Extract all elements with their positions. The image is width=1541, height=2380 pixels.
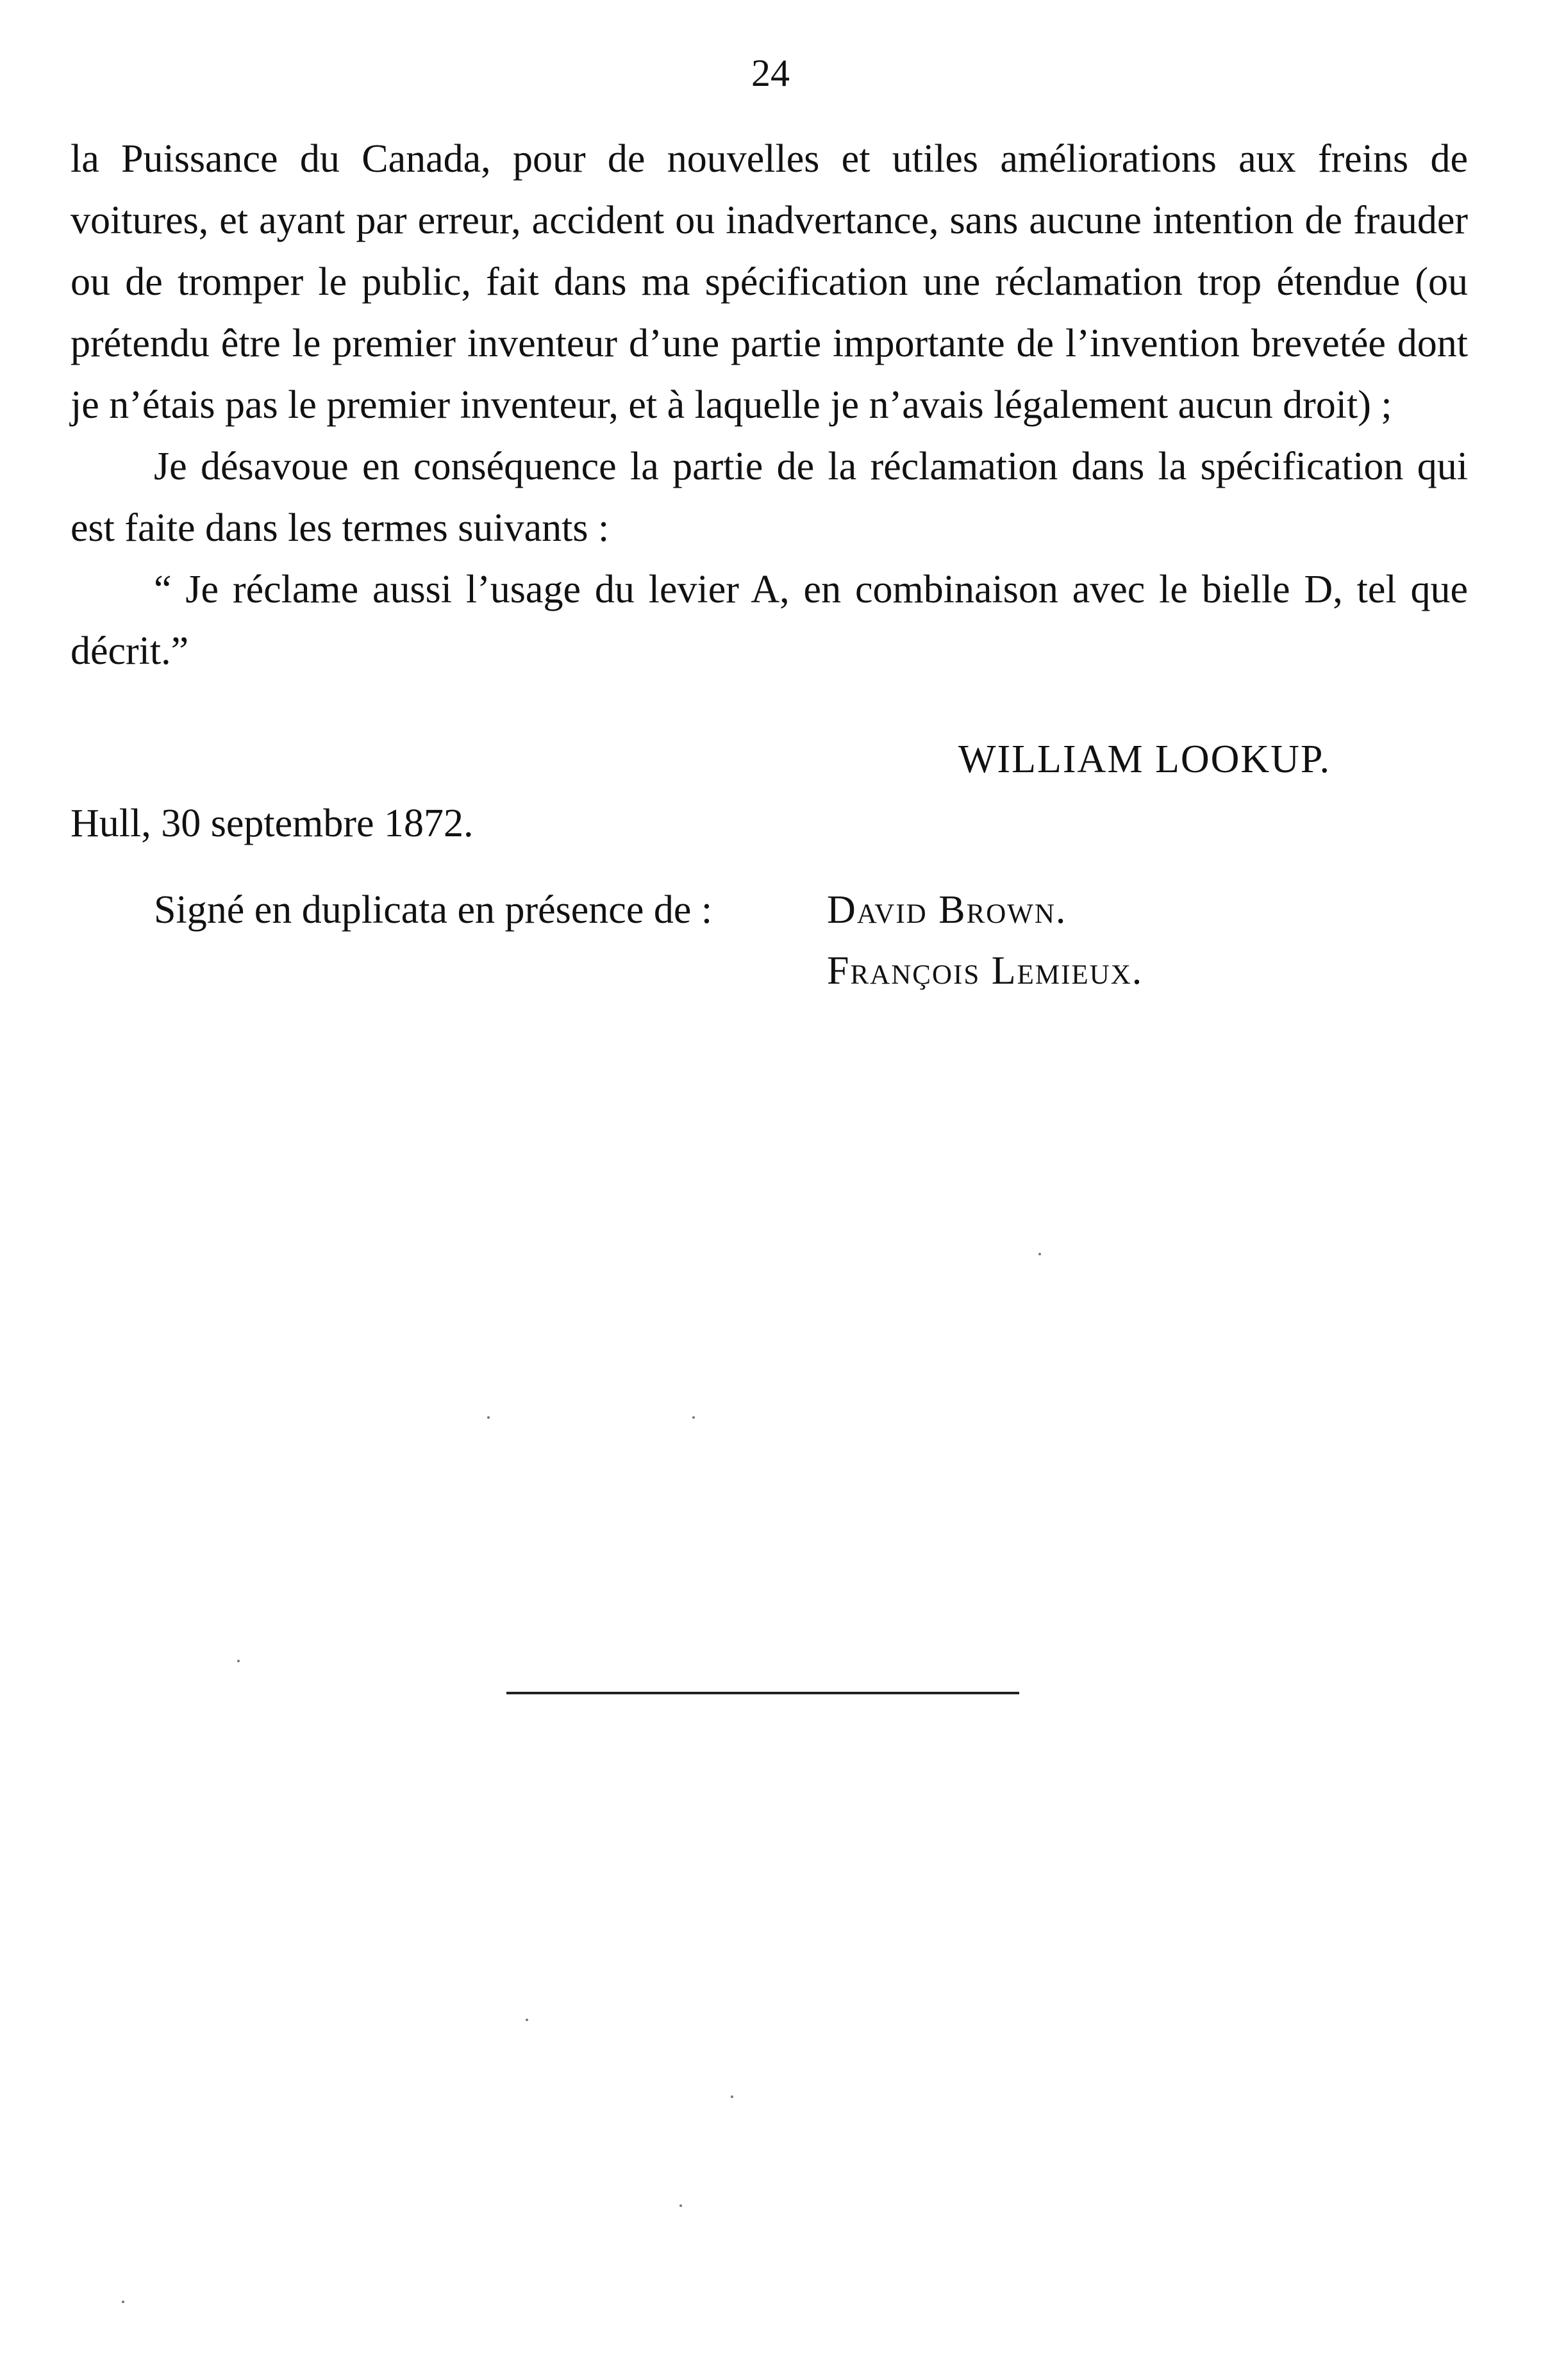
- page-number: 24: [751, 52, 790, 94]
- witness-name: François Lemieux.: [827, 949, 1144, 993]
- document-body: [71, 128, 1468, 682]
- paper-speck: [692, 1416, 695, 1419]
- paragraph-quoted-claim: “ Je réclame aussi l’usage du levier A, en combinaison avec le bielle D, tel que décrit.”: [71, 568, 1468, 673]
- paragraph-continuation: la Puissance du Canada, pour de nouvelles et utiles améliorations aux freins de voitures, et ayant par erreur, accident ou inadvertance, sans aucune intention de frauder ou de tromper le public, fait dans ma spécification une réclamation trop étendue (ou prétendu être le premier inventeur d’une partie importante de l’invention brevetée dont je n’étais pas le premier inventeur, et à laquelle je n’avais légalement aucun droit) ;: [71, 137, 1468, 427]
- witness-label: Signé en duplicata en présence de :: [154, 888, 713, 932]
- paper-speck: [487, 1416, 490, 1419]
- paper-speck: [1038, 1253, 1041, 1255]
- paper-speck: [526, 2019, 528, 2021]
- horizontal-rule: [506, 1692, 1019, 1694]
- signature-name: WILLIAM LOOKUP.: [958, 738, 1331, 781]
- paper-speck: [237, 1660, 240, 1662]
- place-and-date: Hull, 30 septembre 1872.: [71, 802, 474, 845]
- paper-speck: [731, 2095, 733, 2098]
- witness-name: David Brown.: [827, 888, 1067, 932]
- paper-speck: [122, 2301, 124, 2303]
- paragraph-disclaimer: Je désavoue en conséquence la partie de la réclamation dans la spécification qui est faite dans les termes suivants :: [71, 445, 1468, 550]
- paper-speck: [679, 2204, 682, 2207]
